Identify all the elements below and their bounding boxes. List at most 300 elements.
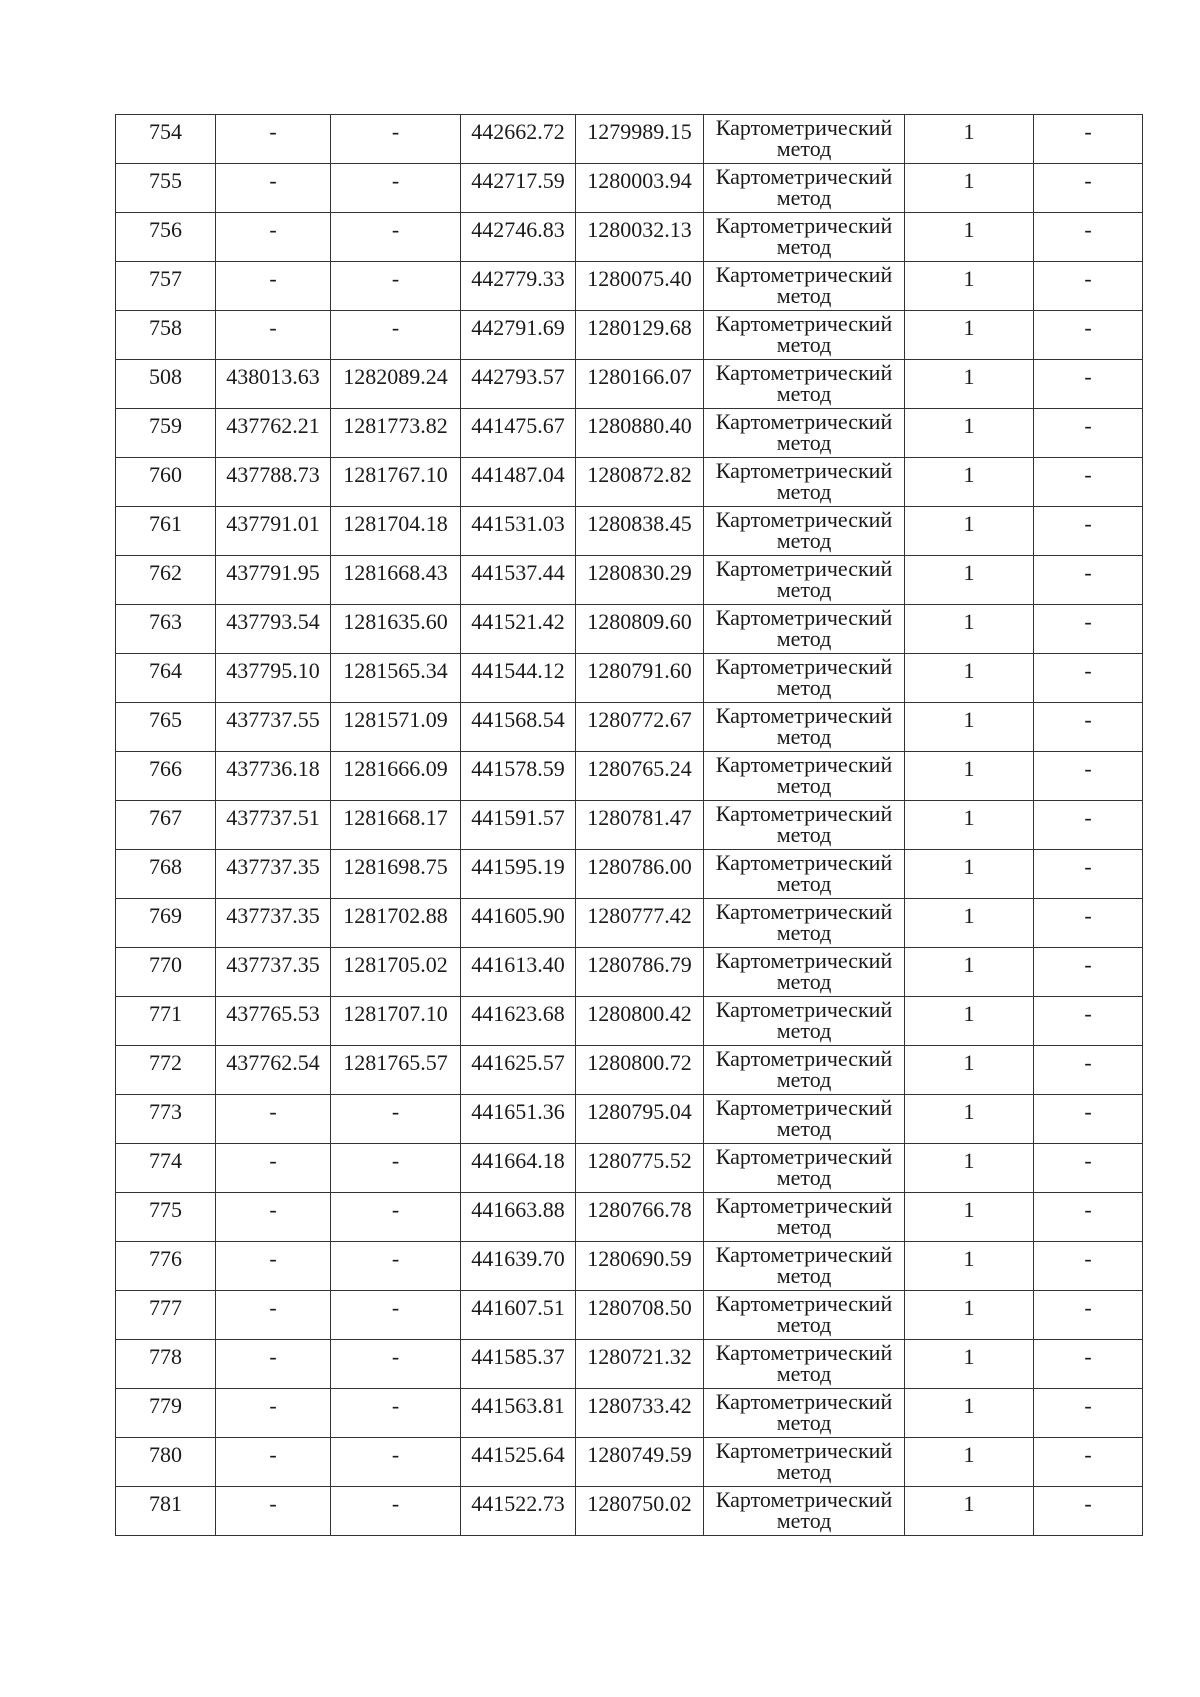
accuracy-cell [905, 213, 1034, 262]
point-number-cell [116, 507, 216, 556]
point-number-cell [116, 213, 216, 262]
old-y-value: 1281705.02 [343, 952, 448, 977]
old-y-value: - [391, 1442, 400, 1467]
old-x-value: - [269, 1099, 277, 1124]
new-y-value: 1280830.29 [587, 560, 692, 585]
description-cell [1034, 115, 1143, 164]
new-x-value: 441475.67 [471, 413, 565, 438]
new-x-cell [461, 605, 576, 654]
new-x-value: 442662.72 [471, 119, 565, 144]
method-value: Картометрический метод [715, 1291, 893, 1337]
old-x-value: - [269, 168, 277, 193]
new-y-value: 1280795.04 [587, 1099, 692, 1124]
point-number-value: 775 [149, 1197, 182, 1222]
old-y-cell [331, 1389, 461, 1438]
accuracy-value: 1 [963, 168, 975, 193]
accuracy-cell [905, 899, 1034, 948]
new-y-value: 1280838.45 [587, 511, 692, 536]
new-x-value: 441607.51 [471, 1295, 565, 1320]
point-number-value: 769 [149, 903, 182, 928]
old-y-value: - [391, 119, 400, 144]
point-number-cell [116, 654, 216, 703]
description-value: - [1084, 1050, 1092, 1075]
new-x-cell [461, 556, 576, 605]
new-y-cell [576, 654, 704, 703]
description-cell [1034, 1487, 1143, 1536]
old-y-cell [331, 1242, 461, 1291]
accuracy-cell [905, 409, 1034, 458]
old-y-cell [331, 507, 461, 556]
old-x-cell [216, 1291, 331, 1340]
description-value: - [1084, 511, 1092, 536]
table-row [116, 556, 1143, 605]
new-y-cell [576, 1291, 704, 1340]
point-number-cell [116, 948, 216, 997]
old-y-value: 1281635.60 [343, 609, 448, 634]
description-value: - [1084, 168, 1092, 193]
method-value: Картометрический метод [715, 1046, 893, 1092]
point-number-cell [116, 1340, 216, 1389]
point-number-value: 755 [149, 168, 182, 193]
old-x-value: - [269, 1148, 277, 1173]
point-number-value: 776 [149, 1246, 182, 1271]
new-x-cell [461, 164, 576, 213]
old-x-value: 437788.73 [226, 462, 320, 487]
new-y-cell [576, 409, 704, 458]
accuracy-cell [905, 850, 1034, 899]
table-row [116, 899, 1143, 948]
new-x-value: 441591.57 [471, 805, 565, 830]
old-y-cell [331, 752, 461, 801]
old-x-value: 437795.10 [226, 658, 320, 683]
new-x-value: 441531.03 [471, 511, 565, 536]
point-number-value: 773 [149, 1099, 182, 1124]
point-number-cell [116, 1046, 216, 1095]
description-value: - [1084, 1148, 1092, 1173]
point-number-cell [116, 752, 216, 801]
accuracy-cell [905, 654, 1034, 703]
accuracy-cell [905, 1095, 1034, 1144]
description-value: - [1084, 854, 1092, 879]
new-y-cell [576, 311, 704, 360]
description-value: - [1084, 805, 1092, 830]
old-x-cell [216, 164, 331, 213]
point-number-cell [116, 899, 216, 948]
new-y-value: 1280800.72 [587, 1050, 692, 1075]
method-value: Картометрический метод [715, 752, 893, 798]
method-cell [704, 164, 905, 213]
description-value: - [1084, 462, 1092, 487]
new-y-value: 1280708.50 [587, 1295, 692, 1320]
accuracy-value: 1 [963, 805, 975, 830]
old-x-value: 437793.54 [226, 609, 320, 634]
point-number-value: 777 [149, 1295, 182, 1320]
method-value: Картометрический метод [715, 1242, 893, 1288]
new-x-cell [461, 1046, 576, 1095]
new-y-value: 1280786.00 [587, 854, 692, 879]
new-y-cell [576, 703, 704, 752]
old-y-value: - [391, 1295, 400, 1320]
new-y-cell [576, 360, 704, 409]
old-x-cell [216, 1095, 331, 1144]
table-row [116, 1095, 1143, 1144]
old-y-cell [331, 605, 461, 654]
point-number-cell [116, 997, 216, 1046]
old-x-value: 438013.63 [226, 364, 320, 389]
method-cell [704, 1046, 905, 1095]
point-number-value: 771 [149, 1001, 182, 1026]
new-x-cell [461, 262, 576, 311]
point-number-value: 761 [149, 511, 182, 536]
new-y-value: 1280791.60 [587, 658, 692, 683]
old-x-cell [216, 654, 331, 703]
old-x-cell [216, 605, 331, 654]
accuracy-value: 1 [963, 609, 975, 634]
table-body [116, 115, 1143, 1536]
new-x-cell [461, 1242, 576, 1291]
new-x-cell [461, 1291, 576, 1340]
description-value: - [1084, 952, 1092, 977]
new-x-value: 441568.54 [471, 707, 565, 732]
new-x-value: 441623.68 [471, 1001, 565, 1026]
method-cell [704, 1193, 905, 1242]
description-cell [1034, 1095, 1143, 1144]
point-number-cell [116, 605, 216, 654]
new-y-value: 1280129.68 [587, 315, 692, 340]
description-cell [1034, 1046, 1143, 1095]
accuracy-cell [905, 1389, 1034, 1438]
old-x-cell [216, 311, 331, 360]
point-number-cell [116, 1193, 216, 1242]
accuracy-value: 1 [963, 1393, 975, 1418]
old-y-value: - [391, 1344, 400, 1369]
accuracy-cell [905, 605, 1034, 654]
description-cell [1034, 1193, 1143, 1242]
new-x-cell [461, 997, 576, 1046]
table-row [116, 703, 1143, 752]
old-x-value: 437737.35 [226, 903, 320, 928]
method-value: Картометрический метод [715, 1340, 893, 1386]
point-number-value: 754 [149, 119, 182, 144]
accuracy-value: 1 [963, 1491, 975, 1516]
description-cell [1034, 213, 1143, 262]
coordinates-table [115, 114, 1143, 1536]
method-cell [704, 752, 905, 801]
accuracy-cell [905, 703, 1034, 752]
old-y-cell [331, 115, 461, 164]
description-cell [1034, 1144, 1143, 1193]
new-y-cell [576, 1095, 704, 1144]
accuracy-value: 1 [963, 413, 975, 438]
accuracy-cell [905, 115, 1034, 164]
old-y-value: 1281666.09 [343, 756, 448, 781]
method-value: Картометрический метод [715, 507, 893, 553]
accuracy-cell [905, 1438, 1034, 1487]
old-y-cell [331, 1144, 461, 1193]
method-cell [704, 654, 905, 703]
table-row [116, 654, 1143, 703]
accuracy-value: 1 [963, 1001, 975, 1026]
old-y-cell [331, 311, 461, 360]
old-x-cell [216, 556, 331, 605]
table-row [116, 948, 1143, 997]
point-number-cell [116, 409, 216, 458]
accuracy-value: 1 [963, 1344, 975, 1369]
table-row [116, 1291, 1143, 1340]
old-x-value: 437765.53 [226, 1001, 320, 1026]
new-y-cell [576, 1193, 704, 1242]
description-cell [1034, 458, 1143, 507]
description-cell [1034, 1340, 1143, 1389]
description-cell [1034, 1291, 1143, 1340]
old-y-value: 1282089.24 [343, 364, 448, 389]
method-cell [704, 850, 905, 899]
new-y-cell [576, 458, 704, 507]
old-y-cell [331, 1046, 461, 1095]
description-value: - [1084, 560, 1092, 585]
new-y-cell [576, 213, 704, 262]
accuracy-value: 1 [963, 952, 975, 977]
old-y-cell [331, 1291, 461, 1340]
old-y-cell [331, 262, 461, 311]
old-y-value: - [391, 1099, 400, 1124]
new-y-cell [576, 605, 704, 654]
accuracy-cell [905, 1242, 1034, 1291]
old-x-cell [216, 752, 331, 801]
new-y-cell [576, 262, 704, 311]
method-value: Картометрический метод [715, 850, 893, 896]
description-cell [1034, 360, 1143, 409]
method-value: Картометрический метод [715, 654, 893, 700]
old-y-value: 1281767.10 [343, 462, 448, 487]
point-number-value: 508 [149, 364, 182, 389]
new-y-value: 1280733.42 [587, 1393, 692, 1418]
table-row [116, 458, 1143, 507]
accuracy-cell [905, 1291, 1034, 1340]
table-row [116, 801, 1143, 850]
old-x-value: 437737.35 [226, 854, 320, 879]
point-number-cell [116, 164, 216, 213]
old-y-cell [331, 164, 461, 213]
new-y-cell [576, 1242, 704, 1291]
old-x-cell [216, 801, 331, 850]
point-number-cell [116, 1095, 216, 1144]
new-x-value: 442793.57 [471, 364, 565, 389]
new-x-value: 441537.44 [471, 560, 565, 585]
point-number-value: 764 [149, 658, 182, 683]
method-cell [704, 1095, 905, 1144]
new-y-cell [576, 1389, 704, 1438]
old-y-cell [331, 801, 461, 850]
old-x-cell [216, 948, 331, 997]
new-x-value: 441521.42 [471, 609, 565, 634]
old-x-value: - [269, 1344, 277, 1369]
new-x-value: 442717.59 [471, 168, 565, 193]
old-y-value: 1281668.17 [343, 805, 448, 830]
new-y-value: 1280772.67 [587, 707, 692, 732]
new-x-value: 441664.18 [471, 1148, 565, 1173]
description-value: - [1084, 217, 1092, 242]
new-x-cell [461, 899, 576, 948]
point-number-cell [116, 311, 216, 360]
old-x-cell [216, 850, 331, 899]
point-number-cell [116, 262, 216, 311]
old-y-cell [331, 997, 461, 1046]
table-row [116, 115, 1143, 164]
old-y-cell [331, 850, 461, 899]
new-y-value: 1279989.15 [587, 119, 692, 144]
old-x-value: - [269, 315, 277, 340]
old-x-cell [216, 997, 331, 1046]
accuracy-value: 1 [963, 903, 975, 928]
old-y-value: - [391, 266, 400, 291]
accuracy-value: 1 [963, 511, 975, 536]
method-value: Картометрический метод [715, 1193, 893, 1239]
point-number-value: 757 [149, 266, 182, 291]
old-x-cell [216, 1389, 331, 1438]
old-y-value: - [391, 315, 400, 340]
old-x-value: 437737.51 [226, 805, 320, 830]
point-number-cell [116, 1438, 216, 1487]
point-number-cell [116, 1291, 216, 1340]
old-x-cell [216, 115, 331, 164]
new-x-value: 441525.64 [471, 1442, 565, 1467]
description-value: - [1084, 1442, 1092, 1467]
old-y-cell [331, 654, 461, 703]
old-y-cell [331, 1487, 461, 1536]
method-cell [704, 409, 905, 458]
point-number-value: 779 [149, 1393, 182, 1418]
old-x-value: 437762.54 [226, 1050, 320, 1075]
old-x-value: - [269, 217, 277, 242]
accuracy-value: 1 [963, 462, 975, 487]
new-x-cell [461, 703, 576, 752]
accuracy-value: 1 [963, 1295, 975, 1320]
new-x-value: 441613.40 [471, 952, 565, 977]
new-y-cell [576, 801, 704, 850]
method-value: Картометрический метод [715, 311, 893, 357]
method-value: Картометрический метод [715, 556, 893, 602]
new-y-cell [576, 115, 704, 164]
new-x-cell [461, 1340, 576, 1389]
old-x-cell [216, 1340, 331, 1389]
new-y-value: 1280075.40 [587, 266, 692, 291]
accuracy-value: 1 [963, 364, 975, 389]
point-number-value: 765 [149, 707, 182, 732]
description-cell [1034, 507, 1143, 556]
description-cell [1034, 801, 1143, 850]
accuracy-cell [905, 1193, 1034, 1242]
table-row [116, 1046, 1143, 1095]
point-number-cell [116, 801, 216, 850]
new-x-cell [461, 409, 576, 458]
old-x-cell [216, 409, 331, 458]
old-x-value: - [269, 1393, 277, 1418]
method-cell [704, 1487, 905, 1536]
accuracy-value: 1 [963, 217, 975, 242]
point-number-value: 760 [149, 462, 182, 487]
old-y-cell [331, 1095, 461, 1144]
new-y-value: 1280777.42 [587, 903, 692, 928]
new-x-cell [461, 801, 576, 850]
method-value: Картометрический метод [715, 703, 893, 749]
description-value: - [1084, 1099, 1092, 1124]
method-value: Картометрический метод [715, 213, 893, 259]
old-x-cell [216, 213, 331, 262]
old-y-cell [331, 1438, 461, 1487]
description-value: - [1084, 756, 1092, 781]
old-y-value: 1281773.82 [343, 413, 448, 438]
old-y-cell [331, 948, 461, 997]
accuracy-value: 1 [963, 1148, 975, 1173]
old-x-cell [216, 1242, 331, 1291]
description-cell [1034, 997, 1143, 1046]
table-row [116, 850, 1143, 899]
point-number-cell [116, 1242, 216, 1291]
new-y-value: 1280750.02 [587, 1491, 692, 1516]
new-y-value: 1280003.94 [587, 168, 692, 193]
new-y-cell [576, 1438, 704, 1487]
old-y-cell [331, 360, 461, 409]
old-x-cell [216, 703, 331, 752]
old-x-value: - [269, 1246, 277, 1271]
point-number-value: 758 [149, 315, 182, 340]
description-value: - [1084, 1393, 1092, 1418]
old-y-value: 1281707.10 [343, 1001, 448, 1026]
table-row [116, 360, 1143, 409]
method-cell [704, 703, 905, 752]
old-y-cell [331, 409, 461, 458]
description-value: - [1084, 1197, 1092, 1222]
description-cell [1034, 262, 1143, 311]
description-cell [1034, 899, 1143, 948]
accuracy-cell [905, 262, 1034, 311]
method-value: Картометрический метод [715, 997, 893, 1043]
old-x-cell [216, 458, 331, 507]
accuracy-cell [905, 164, 1034, 213]
method-value: Картометрический метод [715, 360, 893, 406]
new-x-value: 441522.73 [471, 1491, 565, 1516]
method-cell [704, 115, 905, 164]
old-y-cell [331, 556, 461, 605]
old-x-cell [216, 1046, 331, 1095]
description-value: - [1084, 413, 1092, 438]
method-cell [704, 801, 905, 850]
table-row [116, 1340, 1143, 1389]
description-cell [1034, 654, 1143, 703]
new-x-value: 441563.81 [471, 1393, 565, 1418]
old-x-cell [216, 1193, 331, 1242]
method-value: Картометрический метод [715, 801, 893, 847]
new-y-cell [576, 752, 704, 801]
method-value: Картометрический метод [715, 458, 893, 504]
point-number-value: 781 [149, 1491, 182, 1516]
point-number-value: 772 [149, 1050, 182, 1075]
description-cell [1034, 409, 1143, 458]
accuracy-cell [905, 1046, 1034, 1095]
old-y-value: 1281765.57 [343, 1050, 448, 1075]
old-y-value: - [391, 217, 400, 242]
new-x-cell [461, 752, 576, 801]
point-number-value: 762 [149, 560, 182, 585]
description-value: - [1084, 315, 1092, 340]
table-row [116, 1487, 1143, 1536]
point-number-cell [116, 115, 216, 164]
table-row [116, 507, 1143, 556]
method-cell [704, 899, 905, 948]
method-cell [704, 1389, 905, 1438]
old-y-value: - [391, 1246, 400, 1271]
